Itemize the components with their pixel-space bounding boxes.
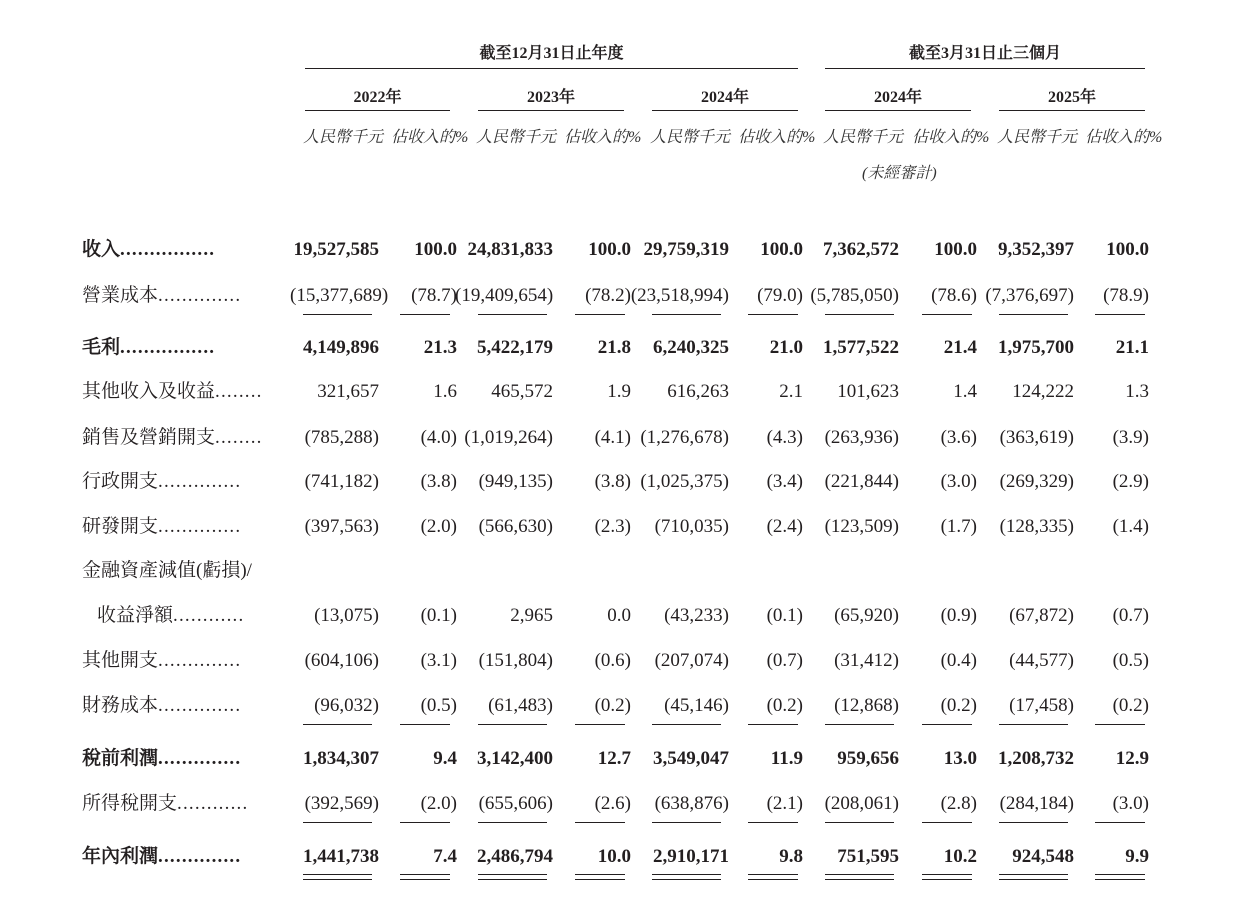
header-quarter-rule <box>825 68 1145 69</box>
percent-cell: 100.0 <box>934 239 977 260</box>
percent-cell: (4.0) <box>420 427 457 448</box>
row-label <box>82 423 263 453</box>
percent-cell: 9.8 <box>779 846 803 867</box>
subtotal-underline <box>400 314 450 315</box>
percent-cell: 9.9 <box>1125 846 1149 867</box>
subtotal-underline <box>303 724 372 725</box>
percent-cell: (3.8) <box>594 471 631 492</box>
subtotal-underline <box>478 724 547 725</box>
percent-cell: 1.3 <box>1125 381 1149 402</box>
percent-cell: (2.3) <box>594 516 631 537</box>
percent-cell: (0.2) <box>940 695 977 716</box>
amount-cell: (65,920) <box>834 605 899 626</box>
total-double-underline <box>575 874 625 880</box>
header-quarter-period: 截至3月31日止三個月 <box>908 45 1061 62</box>
amount-cell: 616,263 <box>667 381 729 402</box>
unit-pct-2024: 佔收入的% <box>738 129 816 146</box>
row-label <box>82 556 252 586</box>
leader-dots: ............ <box>173 605 245 626</box>
amount-cell: 1,975,700 <box>998 337 1074 358</box>
table-row <box>0 235 1251 265</box>
year-header-q1-2025: 2025年 <box>1047 89 1096 106</box>
row-label <box>82 512 241 542</box>
percent-cell: (0.5) <box>420 695 457 716</box>
row-label <box>82 333 215 363</box>
row-label-text: 年內利潤 <box>82 846 159 867</box>
row-label-text: 其他收入及收益 <box>82 381 216 402</box>
subtotal-underline <box>825 822 894 823</box>
row-label <box>82 789 248 819</box>
percent-cell: (2.1) <box>766 793 803 814</box>
year-header-2023: 2023年 <box>526 89 575 106</box>
subtotal-underline <box>1095 314 1145 315</box>
amount-cell: (15,377,689) <box>290 285 389 306</box>
total-double-underline <box>303 874 372 880</box>
percent-cell: 21.8 <box>597 337 631 358</box>
total-double-underline <box>922 874 972 880</box>
percent-cell: 1.4 <box>953 381 977 402</box>
percent-cell: (0.2) <box>766 695 803 716</box>
row-label-text: 其他開支 <box>82 650 159 671</box>
leader-dots: ........ <box>215 381 263 402</box>
total-double-underline <box>400 874 450 880</box>
leader-dots: ................ <box>120 337 216 358</box>
unit-pct-2022: 佔收入的% <box>391 129 469 146</box>
amount-cell: (710,035) <box>654 516 729 537</box>
percent-cell: 10.2 <box>943 846 977 867</box>
amount-cell: (128,335) <box>999 516 1074 537</box>
amount-cell: (151,804) <box>478 650 553 671</box>
amount-cell: (61,483) <box>488 695 553 716</box>
row-label-text: 金融資產減值(虧損)/ <box>82 560 252 581</box>
amount-cell: 1,577,522 <box>823 337 899 358</box>
percent-cell: (0.5) <box>1112 650 1149 671</box>
percent-cell: (3.6) <box>940 427 977 448</box>
leader-dots: .............. <box>158 285 242 306</box>
leader-dots: .............. <box>158 748 242 769</box>
amount-cell: (566,630) <box>478 516 553 537</box>
subtotal-underline <box>478 314 547 315</box>
amount-cell: (949,135) <box>478 471 553 492</box>
percent-cell: (3.9) <box>1112 427 1149 448</box>
leader-dots: .............. <box>158 695 242 716</box>
percent-cell: 10.0 <box>597 846 631 867</box>
amount-cell: (263,936) <box>824 427 899 448</box>
unaudited-note: (未經審計) <box>862 165 937 182</box>
header-annual-period: 截至12月31日止年度 <box>479 45 624 62</box>
percent-cell: (0.7) <box>766 650 803 671</box>
amount-cell: (785,288) <box>304 427 379 448</box>
percent-cell: (3.1) <box>420 650 457 671</box>
amount-cell: (23,518,994) <box>630 285 729 306</box>
amount-cell: (31,412) <box>834 650 899 671</box>
amount-cell: (392,569) <box>304 793 379 814</box>
amount-cell: (19,409,654) <box>455 285 554 306</box>
leader-dots: .............. <box>158 650 242 671</box>
year-header-2024: 2024年 <box>700 89 749 106</box>
percent-cell: 9.4 <box>433 748 457 769</box>
amount-cell: 3,549,047 <box>653 748 729 769</box>
percent-cell: 2.1 <box>779 381 803 402</box>
percent-cell: 21.3 <box>423 337 457 358</box>
amount-cell: (17,458) <box>1009 695 1074 716</box>
subtotal-underline <box>922 822 972 823</box>
row-label <box>82 744 241 774</box>
amount-cell: (655,606) <box>478 793 553 814</box>
unit-amount-q1-2025: 人民幣千元 <box>997 129 1078 146</box>
percent-cell: 21.4 <box>943 337 977 358</box>
year-header-q1-2024: 2024年 <box>873 89 922 106</box>
percent-cell: 1.9 <box>607 381 631 402</box>
amount-cell: 1,208,732 <box>998 748 1074 769</box>
leader-dots: .............. <box>158 471 242 492</box>
subtotal-underline <box>825 724 894 725</box>
amount-cell: 124,222 <box>1012 381 1074 402</box>
percent-cell: (2.9) <box>1112 471 1149 492</box>
year-header-2022: 2022年 <box>353 89 402 106</box>
row-label-text: 毛利 <box>82 337 121 358</box>
percent-cell: 12.7 <box>597 748 631 769</box>
table-row <box>0 789 1251 819</box>
unit-amount-2022: 人民幣千元 <box>303 129 384 146</box>
subtotal-underline <box>748 822 798 823</box>
percent-cell: (2.0) <box>420 793 457 814</box>
total-double-underline <box>748 874 798 880</box>
table-row <box>0 467 1251 497</box>
leader-dots: ............ <box>177 793 249 814</box>
amount-cell: (1,025,375) <box>640 471 729 492</box>
percent-cell: 7.4 <box>433 846 457 867</box>
percent-cell: (1.7) <box>940 516 977 537</box>
amount-cell: 924,548 <box>1012 846 1074 867</box>
year-rule-q1-2024 <box>825 110 971 111</box>
amount-cell: 2,965 <box>510 605 553 626</box>
year-rule-2024 <box>652 110 798 111</box>
leader-dots: .............. <box>158 516 242 537</box>
subtotal-underline <box>400 822 450 823</box>
amount-cell: 321,657 <box>317 381 379 402</box>
percent-cell: (3.8) <box>420 471 457 492</box>
percent-cell: (4.1) <box>594 427 631 448</box>
amount-cell: (123,509) <box>824 516 899 537</box>
subtotal-underline <box>825 314 894 315</box>
amount-cell: (638,876) <box>654 793 729 814</box>
total-double-underline <box>1095 874 1145 880</box>
amount-cell: (741,182) <box>304 471 379 492</box>
percent-cell: 13.0 <box>943 748 977 769</box>
amount-cell: 4,149,896 <box>303 337 379 358</box>
subtotal-underline <box>303 314 372 315</box>
amount-cell: (7,376,697) <box>985 285 1074 306</box>
table-row <box>0 512 1251 542</box>
row-label-text: 營業成本 <box>82 285 159 306</box>
subtotal-underline <box>575 822 625 823</box>
table-row <box>0 744 1251 774</box>
amount-cell: (67,872) <box>1009 605 1074 626</box>
percent-cell: (0.9) <box>940 605 977 626</box>
leader-dots: ........ <box>215 427 263 448</box>
amount-cell: (604,106) <box>304 650 379 671</box>
table-row <box>0 556 1251 586</box>
amount-cell: (208,061) <box>824 793 899 814</box>
percent-cell: (2.0) <box>420 516 457 537</box>
amount-cell: 7,362,572 <box>823 239 899 260</box>
percent-cell: (0.6) <box>594 650 631 671</box>
table-row <box>0 333 1251 363</box>
percent-cell: (0.2) <box>1112 695 1149 716</box>
unit-pct-q1-2025: 佔收入的% <box>1085 129 1163 146</box>
row-label-text: 銷售及營銷開支 <box>82 427 216 448</box>
year-rule-q1-2025 <box>999 110 1145 111</box>
amount-cell: 29,759,319 <box>643 239 729 260</box>
table-row <box>0 423 1251 453</box>
amount-cell: (397,563) <box>304 516 379 537</box>
percent-cell: (2.4) <box>766 516 803 537</box>
subtotal-underline <box>999 822 1068 823</box>
subtotal-underline <box>303 822 372 823</box>
percent-cell: (2.8) <box>940 793 977 814</box>
row-label <box>82 281 241 311</box>
unit-amount-2024: 人民幣千元 <box>650 129 731 146</box>
amount-cell: 5,422,179 <box>477 337 553 358</box>
subtotal-underline <box>748 724 798 725</box>
percent-cell: 12.9 <box>1115 748 1149 769</box>
amount-cell: (207,074) <box>654 650 729 671</box>
table-row <box>0 691 1251 721</box>
subtotal-underline <box>478 822 547 823</box>
percent-cell: (3.0) <box>940 471 977 492</box>
row-label <box>82 842 241 872</box>
leader-dots: .............. <box>158 846 242 867</box>
year-rule-2022 <box>305 110 450 111</box>
total-double-underline <box>999 874 1068 880</box>
row-label-text: 收入 <box>82 239 121 260</box>
percent-cell: 21.1 <box>1115 337 1149 358</box>
percent-cell: 100.0 <box>588 239 631 260</box>
percent-cell: 1.6 <box>433 381 457 402</box>
total-double-underline <box>825 874 894 880</box>
percent-cell: (0.1) <box>420 605 457 626</box>
percent-cell: (4.3) <box>766 427 803 448</box>
amount-cell: (1,019,264) <box>464 427 553 448</box>
subtotal-underline <box>400 724 450 725</box>
percent-cell: (78.7) <box>411 285 457 306</box>
subtotal-underline <box>652 314 721 315</box>
percent-cell: (0.4) <box>940 650 977 671</box>
amount-cell: (1,276,678) <box>640 427 729 448</box>
percent-cell: 0.0 <box>607 605 631 626</box>
amount-cell: 1,834,307 <box>303 748 379 769</box>
unit-pct-q1-2024: 佔收入的% <box>912 129 990 146</box>
row-label <box>82 646 241 676</box>
percent-cell: 21.0 <box>769 337 803 358</box>
total-double-underline <box>652 874 721 880</box>
amount-cell: 959,656 <box>837 748 899 769</box>
row-label <box>82 377 263 407</box>
percent-cell: (78.6) <box>931 285 977 306</box>
amount-cell: 24,831,833 <box>467 239 553 260</box>
amount-cell: (96,032) <box>314 695 379 716</box>
subtotal-underline <box>575 724 625 725</box>
percent-cell: (78.2) <box>585 285 631 306</box>
table-row <box>0 281 1251 311</box>
amount-cell: (269,329) <box>999 471 1074 492</box>
subtotal-underline <box>922 314 972 315</box>
amount-cell: (13,075) <box>314 605 379 626</box>
percent-cell: (3.0) <box>1112 793 1149 814</box>
year-rule-2023 <box>478 110 624 111</box>
leader-dots: ................ <box>120 239 216 260</box>
amount-cell: 101,623 <box>837 381 899 402</box>
row-label-text: 稅前利潤 <box>82 748 159 769</box>
amount-cell: 3,142,400 <box>477 748 553 769</box>
subtotal-underline <box>1095 724 1145 725</box>
row-label <box>82 235 215 265</box>
amount-cell: (45,146) <box>664 695 729 716</box>
amount-cell: 19,527,585 <box>293 239 379 260</box>
row-label-text: 研發開支 <box>82 516 159 537</box>
amount-cell: 1,441,738 <box>303 846 379 867</box>
row-label-text: 所得稅開支 <box>82 793 178 814</box>
row-label <box>82 467 241 497</box>
row-label <box>82 691 241 721</box>
total-double-underline <box>478 874 547 880</box>
subtotal-underline <box>922 724 972 725</box>
subtotal-underline <box>999 724 1068 725</box>
amount-cell: (363,619) <box>999 427 1074 448</box>
row-label-text: 收益淨額 <box>97 605 174 626</box>
amount-cell: 2,486,794 <box>477 846 553 867</box>
amount-cell: 6,240,325 <box>653 337 729 358</box>
percent-cell: (3.4) <box>766 471 803 492</box>
header-annual-rule <box>305 68 798 69</box>
percent-cell: (0.1) <box>766 605 803 626</box>
percent-cell: (2.6) <box>594 793 631 814</box>
unit-amount-q1-2024: 人民幣千元 <box>823 129 904 146</box>
percent-cell: 100.0 <box>414 239 457 260</box>
amount-cell: 2,910,171 <box>653 846 729 867</box>
subtotal-underline <box>748 314 798 315</box>
amount-cell: (12,868) <box>834 695 899 716</box>
row-label <box>97 601 244 631</box>
amount-cell: (44,577) <box>1009 650 1074 671</box>
amount-cell: (5,785,050) <box>810 285 899 306</box>
amount-cell: (284,184) <box>999 793 1074 814</box>
table-row <box>0 842 1251 872</box>
amount-cell: (43,233) <box>664 605 729 626</box>
percent-cell: (1.4) <box>1112 516 1149 537</box>
percent-cell: 100.0 <box>760 239 803 260</box>
amount-cell: 465,572 <box>491 381 553 402</box>
percent-cell: 100.0 <box>1106 239 1149 260</box>
amount-cell: 751,595 <box>837 846 899 867</box>
percent-cell: (78.9) <box>1103 285 1149 306</box>
subtotal-underline <box>999 314 1068 315</box>
subtotal-underline <box>652 724 721 725</box>
percent-cell: (0.7) <box>1112 605 1149 626</box>
amount-cell: 9,352,397 <box>998 239 1074 260</box>
row-label-text: 行政開支 <box>82 471 159 492</box>
row-label-text: 財務成本 <box>82 695 159 716</box>
percent-cell: 11.9 <box>770 748 803 769</box>
table-row <box>0 377 1251 407</box>
amount-cell: (221,844) <box>824 471 899 492</box>
subtotal-underline <box>652 822 721 823</box>
unit-amount-2023: 人民幣千元 <box>476 129 557 146</box>
percent-cell: (0.2) <box>594 695 631 716</box>
table-row <box>0 646 1251 676</box>
subtotal-underline <box>1095 822 1145 823</box>
percent-cell: (79.0) <box>757 285 803 306</box>
table-row <box>0 601 1251 631</box>
unit-pct-2023: 佔收入的% <box>564 129 642 146</box>
subtotal-underline <box>575 314 625 315</box>
